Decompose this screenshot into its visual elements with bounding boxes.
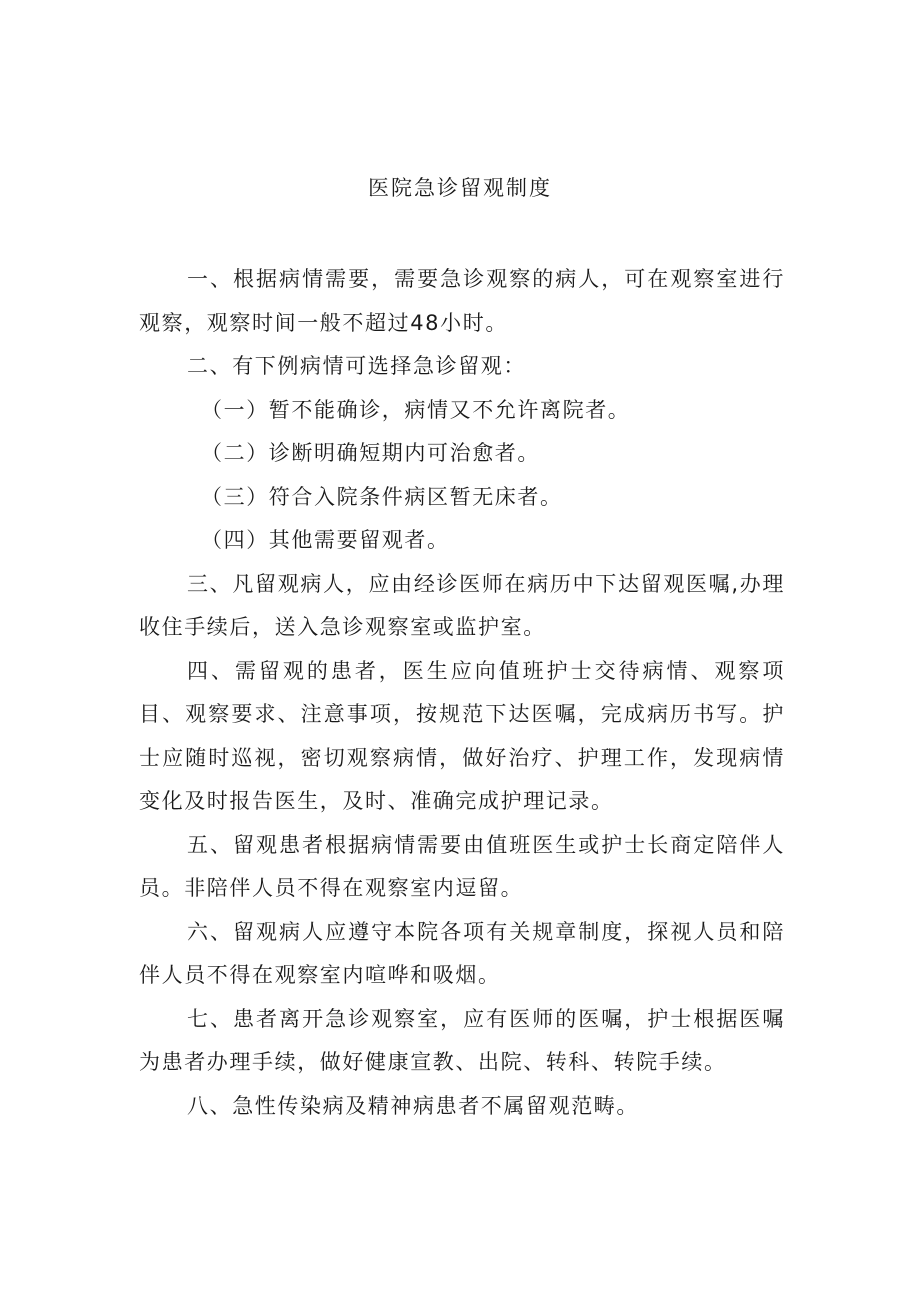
paragraph-8: 八、急性传染病及精神病患者不属留观范畴。 bbox=[187, 1093, 639, 1118]
list-item-3: （三）符合入院条件病区暂无床者。 bbox=[201, 484, 563, 509]
paragraph-3: 三、凡留观病人，应由经诊医师在病历中下达留观医嘱,办理收住手续后，送入急诊观察室或监护室。 bbox=[139, 571, 785, 639]
paragraph-5: 五、留观患者根据病情需要由值班医生或护士长商定陪伴人员。非陪伴人员不得在观察室内逗留。 bbox=[139, 832, 785, 900]
document-title: 医院急诊留观制度 bbox=[368, 176, 552, 200]
list-item-4: （四）其他需要留观者。 bbox=[201, 528, 450, 552]
list-item-1: （一）暂不能确诊，病情又不允许离院者。 bbox=[201, 397, 631, 422]
list-item-2: （二）诊断明确短期内可治愈者。 bbox=[201, 441, 540, 465]
paragraph-4: 四、需留观的患者，医生应向值班护士交待病情、观察项目、观察要求、注意事项，按规范下达医嘱，完成病历书写。护士应随时巡视，密切观察病情，做好治疗、护理工作，发现病情变化及时报告医生，及时、准确完成护理记录。 bbox=[139, 658, 785, 813]
paragraph-7: 七、患者离开急诊观察室，应有医师的医嘱，护士根据医嘱为患者办理手续，做好健康宣教、出院、转科、转院手续。 bbox=[139, 1006, 785, 1074]
paragraph-2: 二、有下例病情可选择急诊留观： bbox=[187, 354, 526, 378]
paragraph-6: 六、留观病人应遵守本院各项有关规章制度，探视人员和陪伴人员不得在观察室内喧哗和吸烟。 bbox=[139, 919, 785, 987]
paragraph-1: 一、根据病情需要，需要急诊观察的病人，可在观察室进行观察，观察时间一般不超过48小时。 bbox=[139, 267, 785, 335]
document-body bbox=[139, 258, 785, 1128]
